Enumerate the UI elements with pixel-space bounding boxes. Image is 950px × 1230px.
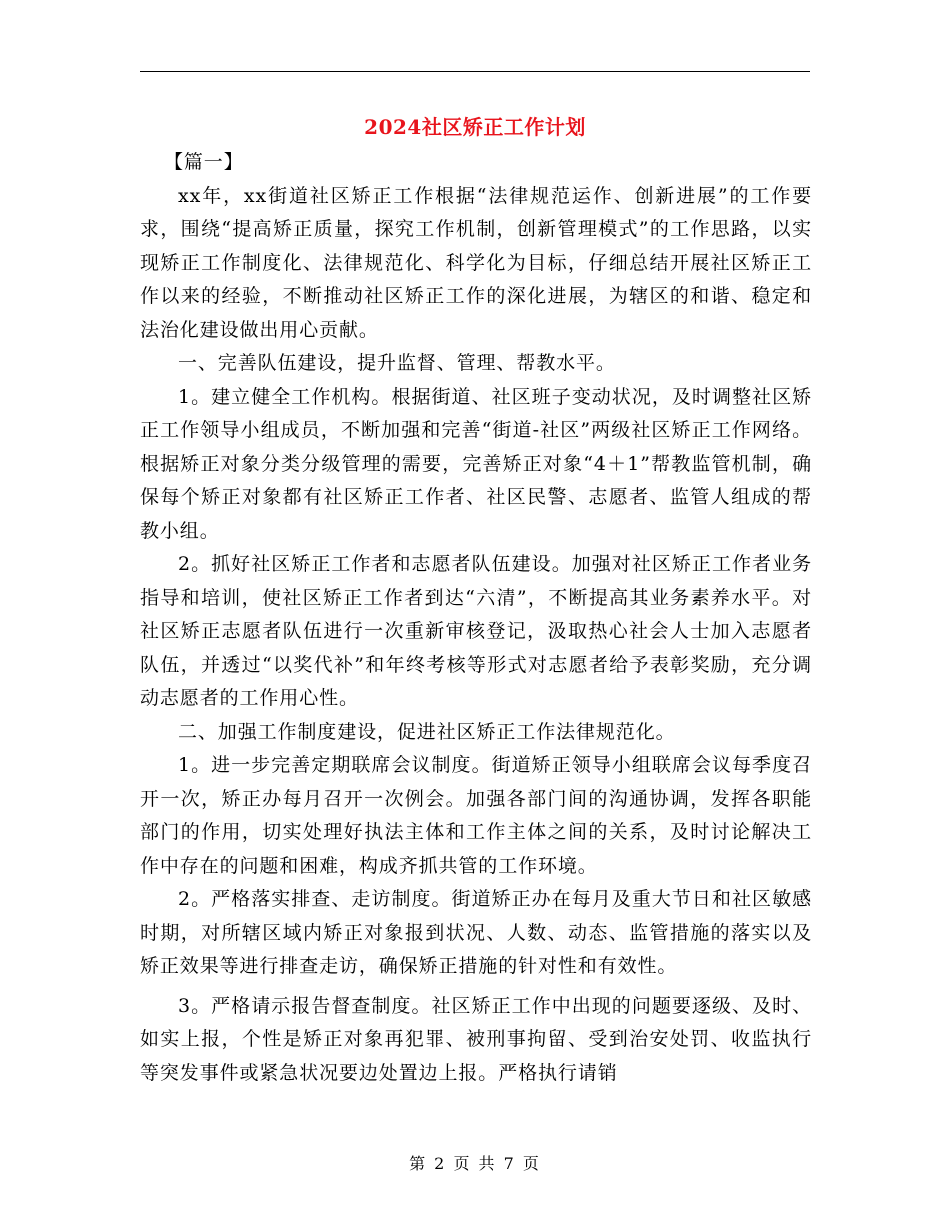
heading-section-1: 一、完善队伍建设，提升监督、管理、帮教水平。	[178, 352, 616, 374]
heading-section-2: 二、加强工作制度建设，促进社区矫正工作法律规范化。	[178, 720, 676, 743]
page-number-footer: 第 2 页 共 7 页	[409, 1154, 541, 1173]
paragraph-2-2: 2。严格落实排查、走访制度。街道矫正办在每月及重大节日和社区敏感时期，对所辖区域内矫正对象报到状况、人数、动态、监管措施的落实以及矫正效果等进行排查走访，确保矫正措施的针对性和有效性。	[140, 888, 812, 977]
document-body	[140, 146, 812, 1090]
paragraph-intro: xx年，xx街道社区矫正工作根据“法律规范运作、创新进展”的工作要求，围绕“提高矫正质量，探究工作机制，创新管理模式”的工作思路，以实现矫正工作制度化、法律规范化、科学化为目标，仔细总结开展社区矫正工作以来的经验，不断推动社区矫正工作的深化进展，为辖区的和谐、稳定和法治化建设做出用心贡献。	[140, 184, 812, 341]
paragraph-1-2: 2。抓好社区矫正工作者和志愿者队伍建设。加强对社区矫正工作者业务指导和培训，使社区矫正工作者到达“六清”，不断提高其业务素养水平。对社区矫正志愿者队伍进行一次重新审核登记，汲取热心社会人士加入志愿者队伍，并透过“以奖代补”和年终考核等形式对志愿者给予表彰奖励，充分调动志愿者的工作用心性。	[140, 553, 812, 709]
paragraph-1-1: 1。建立健全工作机构。根据街道、社区班子变动状况，及时调整社区矫正工作领导小组成员，不断加强和完善“街道-社区”两级社区矫正工作网络。根据矫正对象分类分级管理的需要，完善矫正对象“4＋1”帮教监管机制，确保每个矫正对象都有社区矫正工作者、社区民警、志愿者、监管人组成的帮教小组。	[140, 385, 812, 542]
paragraph-2-1: 1。进一步完善定期联席会议制度。街道矫正领导小组联席会议每季度召开一次，矫正办每月召开一次例会。加强各部门间的沟通协调，发挥各职能部门的作用，切实处理好执法主体和工作主体之间的关系，及时讨论解决工作中存在的问题和困难，构成齐抓共管的工作环境。	[140, 754, 812, 877]
section-tag: 【篇一】	[164, 151, 244, 173]
paragraph-2-3: 3。严格请示报告督查制度。社区矫正工作中出现的问题要逐级、及时、如实上报，个性是矫正对象再犯罪、被刑事拘留、受到治安处罚、收监执行等突发事件或紧急状况要边处置边上报。严格执行请销	[140, 994, 812, 1084]
header-rule	[140, 71, 810, 72]
document-title: 2024社区矫正工作计划	[364, 115, 586, 139]
